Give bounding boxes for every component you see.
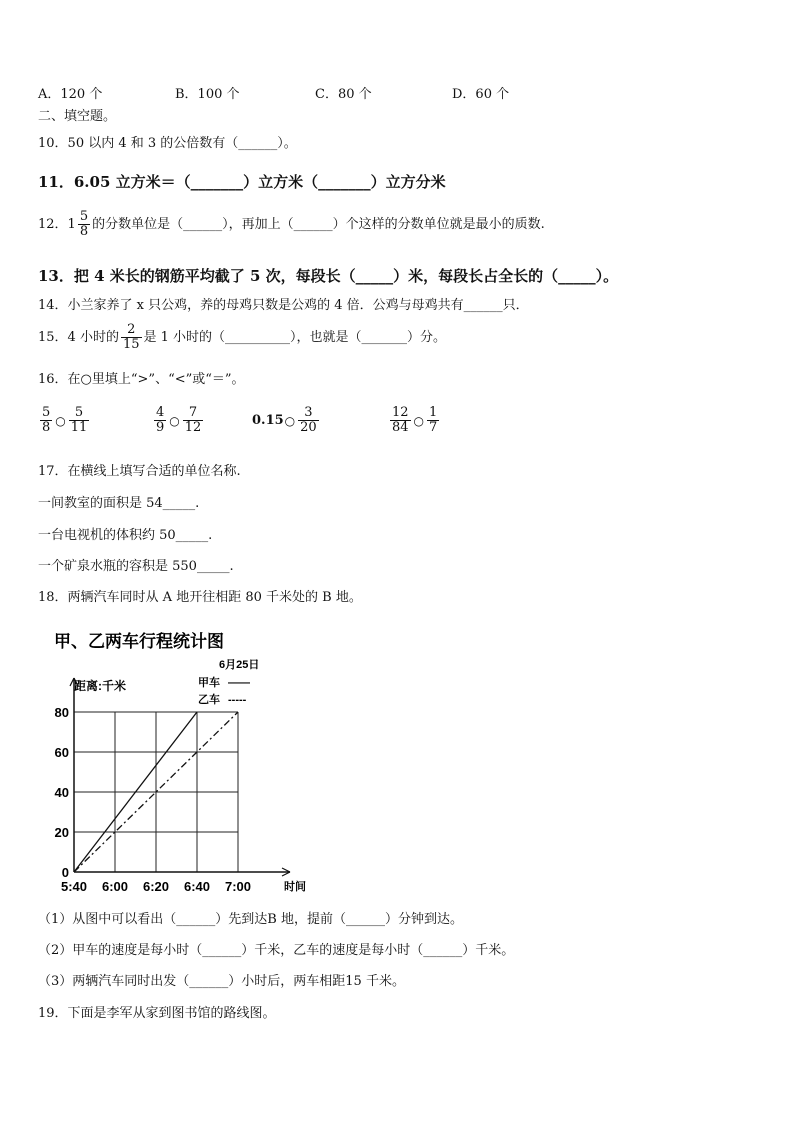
q12-mixed-number xyxy=(68,210,93,239)
section-heading: 二、填空题。 xyxy=(38,109,117,124)
question-18-3: （3）两辆汽车同时出发（______）小时后，两车相距15 千米。 xyxy=(38,974,405,989)
q12-numerator: 5 xyxy=(79,209,89,224)
y-tick-label: 80 xyxy=(54,705,69,720)
question-15 xyxy=(38,323,446,352)
compare-item-1: $\frac{5}{8}$ ○ $\frac{5}{11}$ xyxy=(42,405,88,435)
legend-dashed-mark: ----- xyxy=(228,694,247,706)
question-17a: 一间教室的面积是 54_____. xyxy=(38,496,200,511)
chart-date: 6月25日 xyxy=(219,659,260,671)
question-17b: 一台电视机的体积约 50_____. xyxy=(38,528,213,543)
x-tick-label: 6:20 xyxy=(142,879,170,894)
compare-circle[interactable]: ○ xyxy=(55,413,66,428)
option-a: A．120 个 xyxy=(38,87,103,102)
legend-dashed-label: 乙车 xyxy=(198,694,220,706)
y-tick-label: 40 xyxy=(54,785,69,800)
question-19: 19．下面是李军从家到图书馆的路线图。 xyxy=(38,1006,276,1021)
question-13: 13．把 4 米长的钢筋平均截了 5 次，每段长（_____）米，每段长占全长的（_____）。 xyxy=(38,267,619,285)
y-tick-label: 20 xyxy=(54,825,69,840)
question-10: 10．50 以内 4 和 3 的公倍数有（______）。 xyxy=(38,136,297,151)
q15-pre: 15．4 小时的 xyxy=(38,330,119,345)
question-14: 14．小兰家养了 x 只公鸡，养的母鸡只数是公鸡的 4 倍．公鸡与母鸡共有______只． xyxy=(38,298,529,313)
q15-numerator: 2 xyxy=(127,322,136,337)
x-tick-label: 7:00 xyxy=(224,879,252,894)
option-b: B．100 个 xyxy=(175,87,240,102)
compare-item-2: $\frac{4}{9}$ ○ $\frac{7}{12}$ xyxy=(156,405,202,435)
legend-solid-label: 甲车 xyxy=(198,677,220,689)
question-18: 18．两辆汽车同时从 A 地开往相距 80 千米处的 B 地。 xyxy=(38,590,362,605)
compare-item-4: $\frac{12}{84}$ ○ $\frac{1}{7}$ xyxy=(392,405,438,435)
x-tick-label: 6:40 xyxy=(183,879,211,894)
option-c: C．80 个 xyxy=(315,87,372,102)
chart-title: 甲、乙两车行程统计图 xyxy=(54,632,224,651)
question-17: 17．在横线上填写合适的单位名称. xyxy=(38,464,241,479)
question-18-2: （2）甲车的速度是每小时（______）千米，乙车的速度是每小时（______）千米。 xyxy=(38,943,515,958)
travel-line-chart xyxy=(38,622,318,900)
q15-denominator: 15 xyxy=(122,337,140,352)
y-tick-label: 0 xyxy=(61,865,69,880)
q15-post: 是 1 小时的（__________），也就是（_______）分。 xyxy=(143,330,447,345)
legend-solid-mark: —— xyxy=(228,677,250,689)
x-tick-label: 5:40 xyxy=(60,879,88,894)
compare-circle[interactable]: ○ xyxy=(284,413,296,428)
option-d: D．60 个 xyxy=(452,87,510,102)
x-tick-label: 6:00 xyxy=(101,879,129,894)
compare-circle[interactable]: ○ xyxy=(169,413,180,428)
q12-whole: 1 xyxy=(67,216,76,232)
question-17c: 一个矿泉水瓶的容积是 550_____. xyxy=(38,559,234,574)
x-axis-label: 时间 xyxy=(284,881,306,893)
y-axis-label: 距离:千米 xyxy=(74,679,126,693)
q12-fraction xyxy=(78,210,90,239)
q12-number: 12． xyxy=(38,217,68,232)
question-11: 11．6.05 立方米＝（_______）立方米（_______）立方分米 xyxy=(38,173,446,191)
question-16: 16．在○里填上“>”、“<”或“＝”。 xyxy=(38,372,245,387)
y-tick-label: 60 xyxy=(54,745,69,760)
compare-item-3: 0.15 ○ $\frac{3}{20}$ xyxy=(252,405,317,435)
q15-fraction xyxy=(121,323,142,352)
q12-text: 的分数单位是（______），再加上（______）个这样的分数单位就是最小的质数. xyxy=(92,217,545,232)
question-12 xyxy=(38,210,545,239)
question-18-1: （1）从图中可以看出（______）先到达B 地，提前（______）分钟到达。 xyxy=(38,912,463,927)
compare-circle[interactable]: ○ xyxy=(413,413,425,428)
q12-denominator: 8 xyxy=(79,224,89,239)
